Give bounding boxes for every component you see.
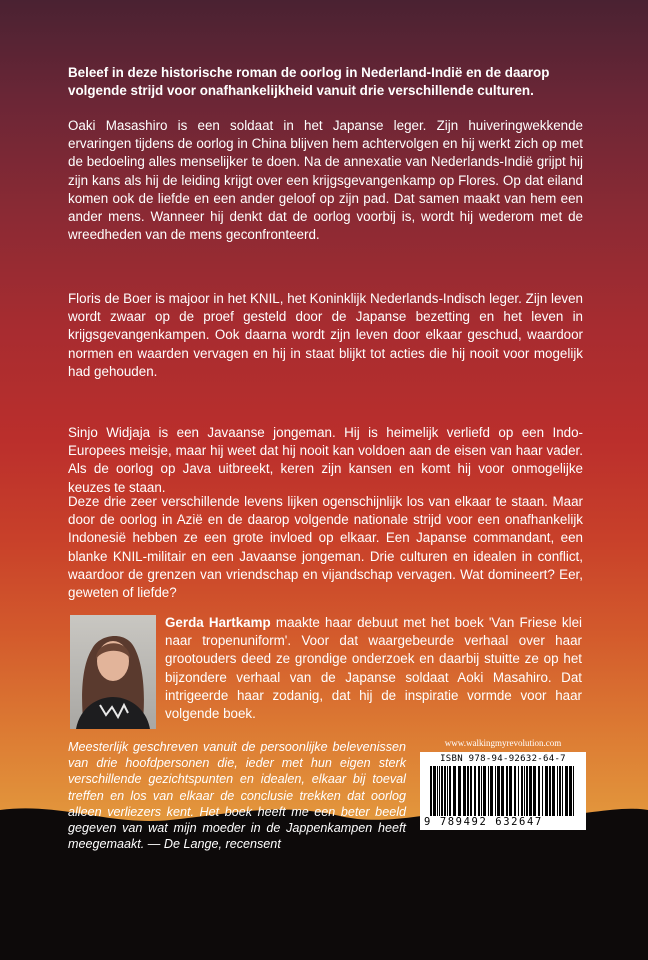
paragraph-text: Floris de Boer is majoor in het KNIL, het Koninklijk Nederlands-Indisch leger. Zijn leven wordt zwaar op de proef gesteld door de Japanse bezetting en het leven in krijgsgevangenkampen. Ook daarna wordt zijn leven door elkaar geschud, waardoor normen en waarden vervagen en hij in staat blijkt tot acties die hij nooit voor mogelijk had gehouden. [68,291,583,379]
paragraph-summary [68,493,583,602]
author-bio [165,614,582,723]
barcode-bars [430,766,576,816]
intro-text: Beleef in deze historische roman de oorlog in Nederland-Indië en de daarop volgende strijd voor onafhankelijkheid vanuit drie verschillende culturen. [68,65,550,99]
paragraph-text: Sinjo Widjaja is een Javaanse jongeman. Hij is heimelijk verliefd op een Indo-Europees meisje, maar hij weet dat hij nooit kan voldoen aan de eisen van haar vader. Als de oorlog op Java uitbreekt, keren zijn kansen en komt hij voor onmogelijke keuzes te staan. [68,425,583,495]
author-name: Gerda Hartkamp [165,615,271,630]
review-quote [68,739,406,852]
paragraph-de-boer [68,290,583,381]
isbn-barcode [420,752,586,830]
barcode-number: 9 789492 632647 [424,816,543,828]
paragraph-text: Deze drie zeer verschillende levens lijken ogenschijnlijk los van elkaar te staan. Maar door de oorlog in Azië en de daarop volgende nationale strijd voor een onafhankelijk Indonesië hebben ze een grote invloed op elkaar. Een Japanse commandant, een blanke KNIL-militair en een Javaanse jongeman. Drie culturen en idealen in conflict, waardoor de grenzen van vriendschap en vijandschap vervagen. Wat domineert? Eer, geweten of liefde? [68,494,583,601]
paragraph-widjaja [68,424,583,497]
author-photo [70,615,156,729]
author-bio-text: maakte haar debuut met het boek 'Van Friese klei naar tropenuniform'. Voor dat waargebeurde verhaal over haar grootouders deed ze grondige onderzoek en daarbij stuitte ze op het bijzondere verhaal van de Japanse soldaat Aoki Masahiro. Dat intrigeerde haar zodanig, dat hij de inspiratie vormde voor haar volgende boek. [165,615,582,722]
paragraph-text: Oaki Masashiro is een soldaat in het Japanse leger. Zijn huiveringwekkende ervaringen tijdens de oorlog in China blijven hem achtervolgen en hij werkt zich op met de bedoeling alles menselijker te doen. Na de annexatie van Nederlands-Indië grijpt hij zijn kans als hij de leiding krijgt over een krijgsgevangenkamp op Flores. Op dat eiland komen ook de liefde en een ander geloof op zijn pad. Dat samen maakt van hem een ander mens. Wanneer hij denkt dat de oorlog voorbij is, wordt hij wederom met de wreedheden van de mens geconfronteerd. [68,118,583,243]
review-text: Meesterlijk geschreven vanuit de persoonlijke belevenissen van drie hoofdpersonen die, ieder met hun eigen sterk verschillende gezichtspunten en idealen, elkaar bij toeval treffen en los van elkaar de conclusie trekken dat oorlog alleen verliezers kent. Het boek heeft me een beter beeld gegeven van wat mijn moeder in de Jappenkampen heeft meegemaakt. — De Lange, recensent [68,740,406,852]
isbn-label: ISBN 978-94-92632-64-7 [440,754,566,764]
intro-block [68,64,583,100]
website-url: www.walkingmyrevolution.com [444,738,562,748]
paragraph-masashiro [68,117,583,244]
